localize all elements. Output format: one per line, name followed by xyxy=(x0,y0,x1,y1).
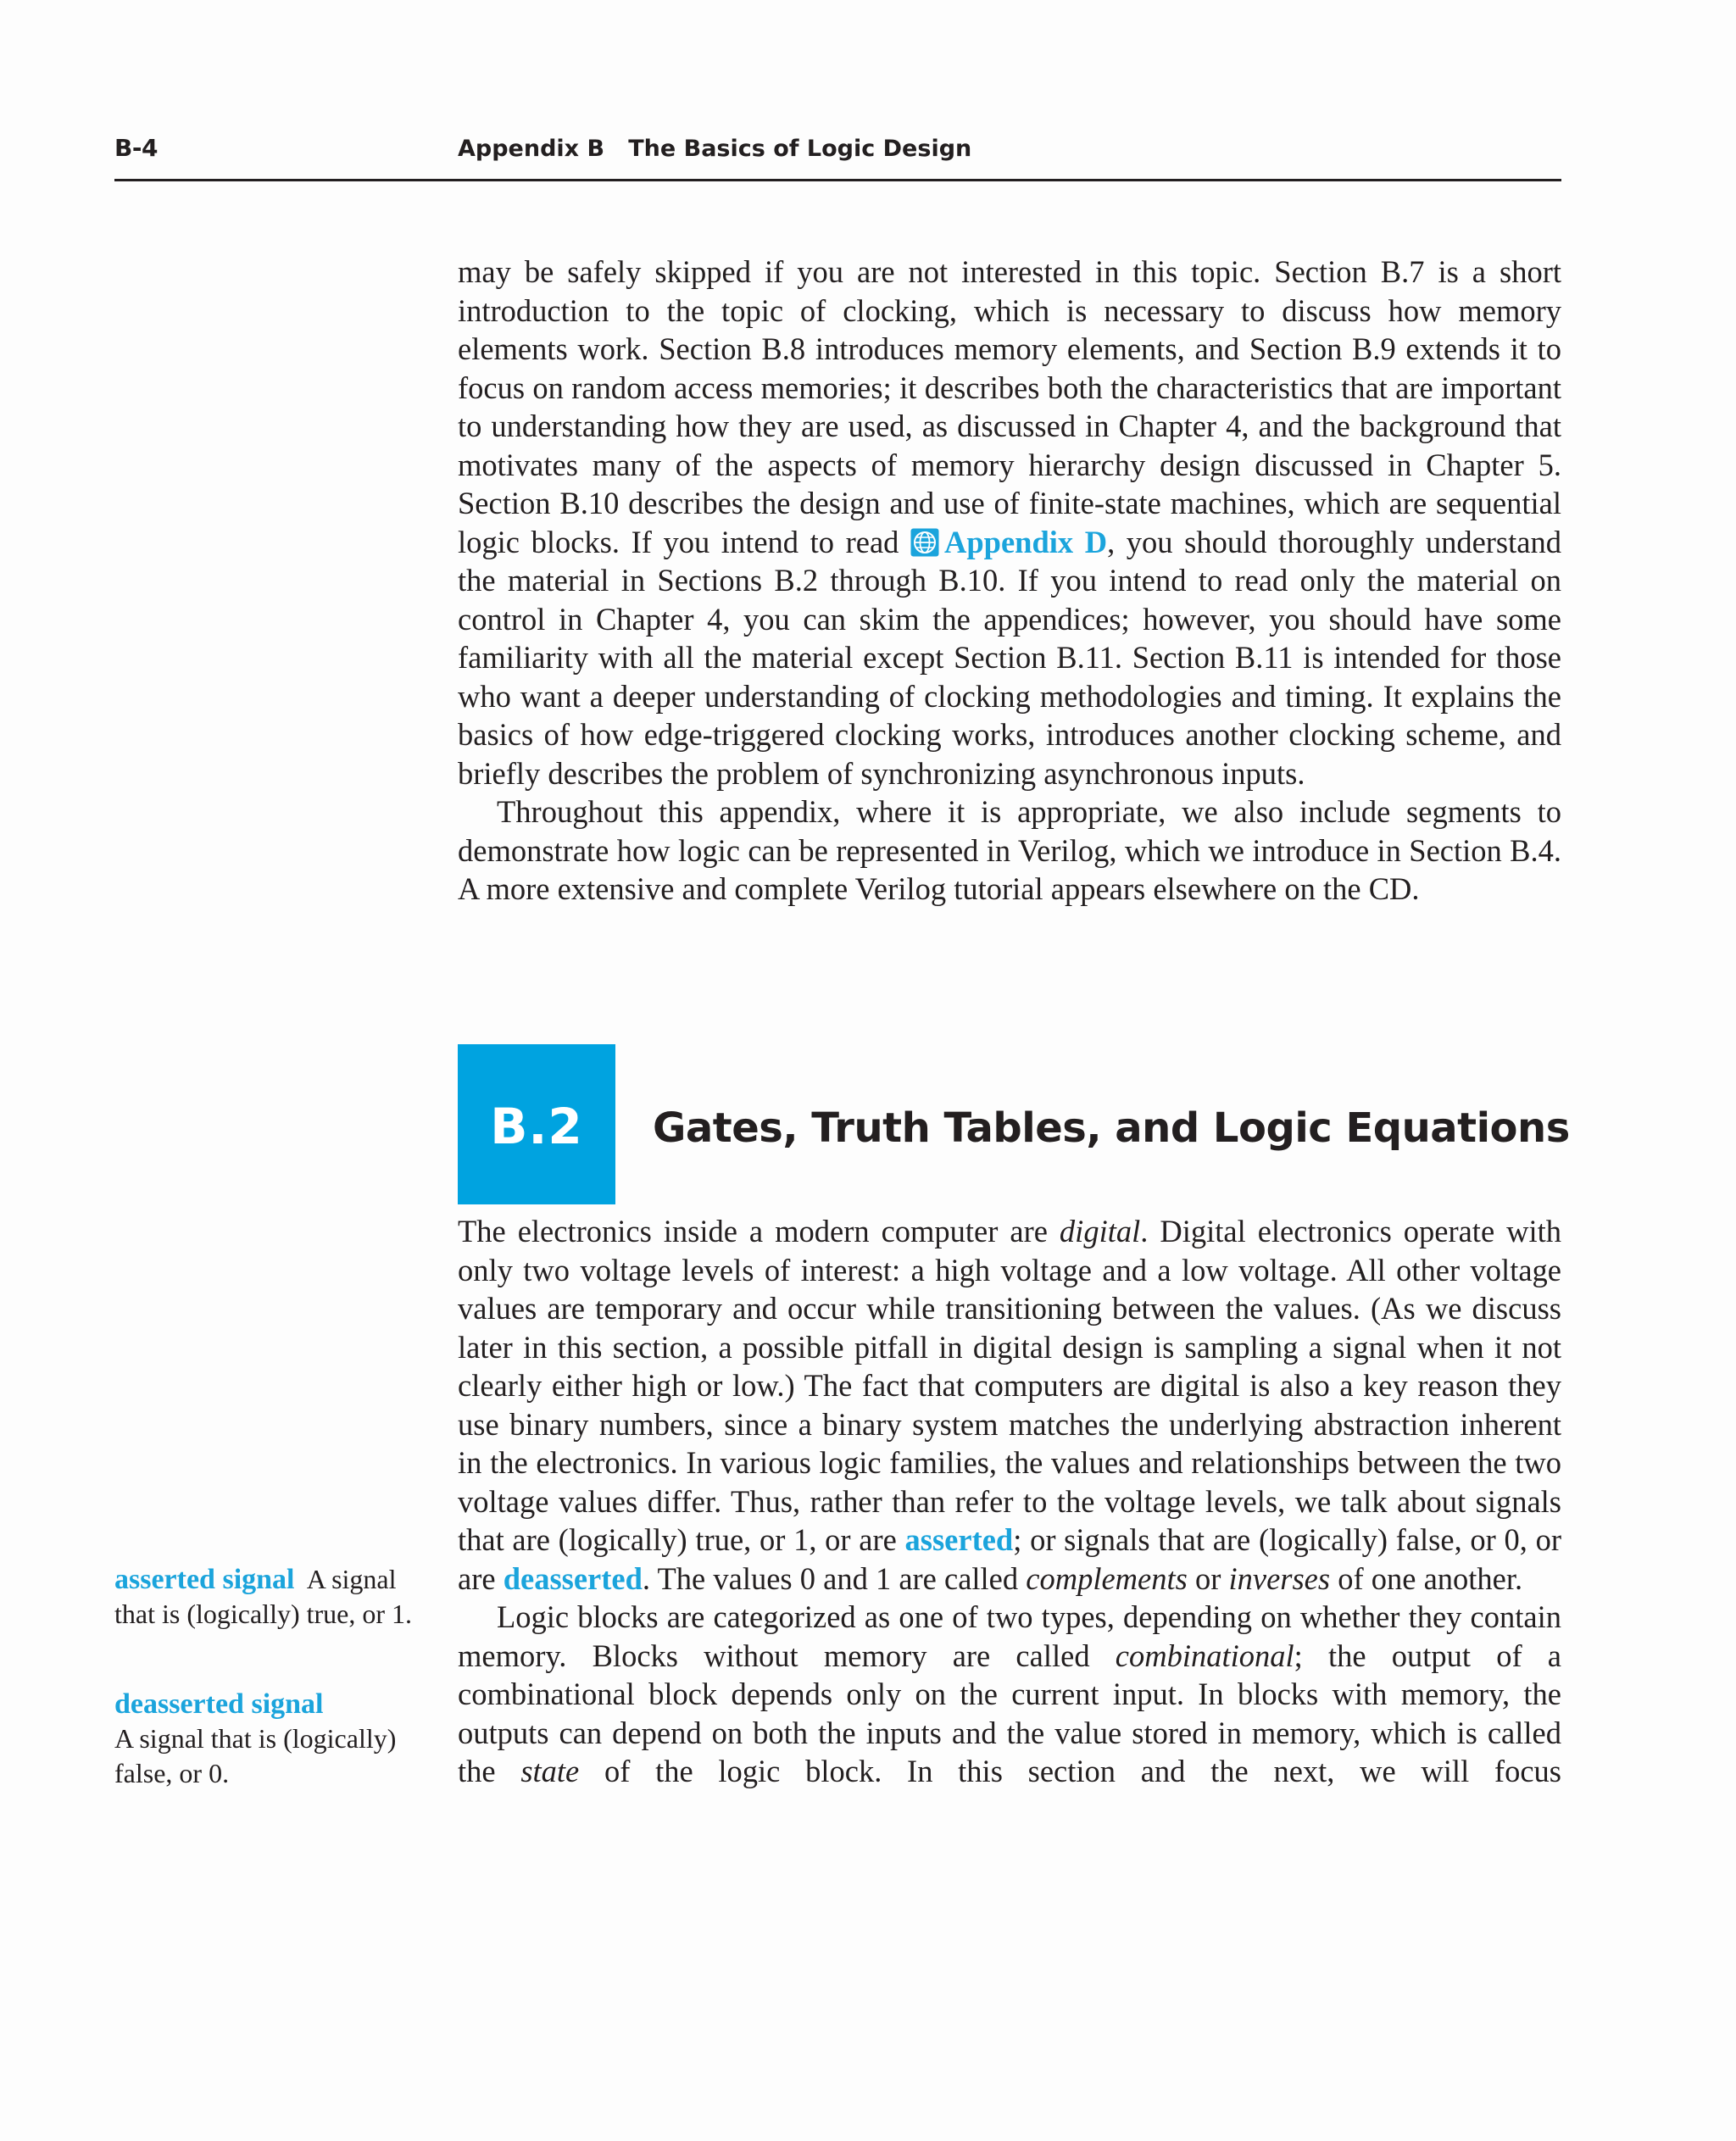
intro-p1-text-b: , you should thoroughly understand the material in Sections B.2 through B.10. If you intend to read only the material on control in Chapter 4, you can skim the appendices; however, you should have some familiarity with all the material except Section B.11. Section B.11 is intended for those who want a deeper understanding of clocking methodologies and timing. It explains the basics of how edge-triggered clocking works, introduces another clocking scheme, and briefly describes the problem of synchronizing asynchronous inputs. xyxy=(458,524,1561,791)
intro-p1-text-a: may be safely skipped if you are not interested in this topic. Section B.7 is a short introduction to the topic of clocking, which is necessary to discuss how memory elements work. Section B.8 introduces memory elements, and Section B.9 extends it to focus on random access memories; it describes both the characteristics that are important to understanding how they are used, as discussed in Chapter 4, and the background that motivates many of the aspects of memory hierarchy design discussed in Chapter 5. Section B.10 describes the design and use of finite-state machines, which are sequential logic blocks. If you intend to read xyxy=(458,254,1561,559)
body-p1-text-a: The electronics inside a modern computer are xyxy=(458,1214,1060,1248)
margin-note-term: deasserted signal xyxy=(114,1688,324,1720)
globe-icon xyxy=(910,528,939,557)
page-number: B-4 xyxy=(114,134,158,162)
section-number-box xyxy=(458,1044,615,1204)
body-paragraph-1 xyxy=(458,1212,1561,1598)
term-asserted: asserted xyxy=(904,1522,1014,1557)
section-number: B.2 xyxy=(490,1098,583,1155)
margin-note-asserted-signal xyxy=(114,1562,420,1632)
term-digital: digital xyxy=(1059,1214,1141,1248)
term-deasserted: deasserted xyxy=(503,1560,643,1596)
body-p1-text-b: . Digital electronics operate with only two voltage levels of interest: a high voltage and a low voltage. All other voltage values are temporary and occur while transitioning between the values. (As we discuss later in this section, a possible pitfall in digital design is sampling a signal when it not clearly either high or low.) The fact that computers are digital is also a key reason they use binary numbers, since a binary system matches the underlying abstraction inherent in the electronics. In various logic families, the values and relationships between the two voltage values differ. Thus, rather than refer to the voltage levels, we talk about signals that are (logically) true, or 1, or are xyxy=(458,1214,1562,1557)
running-header-title: Appendix B The Basics of Logic Design xyxy=(458,136,972,162)
margin-note-deasserted-signal xyxy=(114,1687,420,1791)
term-combinational: combinational xyxy=(1115,1638,1294,1673)
intro-text xyxy=(458,253,1561,909)
body-p1-text-e: or xyxy=(1187,1560,1229,1596)
section-body xyxy=(458,1212,1561,1791)
appendix-d-link[interactable] xyxy=(910,525,1107,559)
body-p1-text-c: ; or signals that are (logically) false, or 0, or are xyxy=(458,1522,1561,1596)
appendix-d-link-label: Appendix D xyxy=(943,524,1108,559)
section-title: Gates, Truth Tables, and Logic Equations xyxy=(653,1104,1570,1152)
body-p2-text-a: Logic blocks are categorized as one of two types, depending on whether they contain memory. Blocks without memory are called xyxy=(458,1599,1561,1673)
margin-note-definition: A signal that is (logically) false, or 0. xyxy=(114,1723,397,1788)
body-p1-text-d: . The values 0 and 1 are called xyxy=(642,1560,1027,1596)
intro-paragraph-2: Throughout this appendix, where it is appropriate, we also include segments to demonstrate how logic can be represented in Verilog, which we introduce in Section B.4. A more extensive and complete Verilog tutorial appears elsewhere on the CD. xyxy=(458,794,1561,906)
term-state: state xyxy=(520,1754,580,1788)
margin-note-definition: A signal that is (logically) true, or 1. xyxy=(114,1564,413,1629)
term-complements: complements xyxy=(1026,1560,1188,1596)
margin-note-term: asserted signal xyxy=(114,1564,295,1595)
body-p2-text-c: of the logic block. In this section and the next, we will focus xyxy=(579,1754,1561,1788)
term-inverses: inverses xyxy=(1228,1560,1331,1596)
body-p1-text-f: of one another. xyxy=(1330,1560,1523,1596)
body-p2-text-b: ; the output of a combinational block depends only on the current input. In blocks with memory, the outputs can depend on both the inputs and the value stored in memory, which is called the xyxy=(458,1638,1562,1788)
intro-paragraph-1 xyxy=(458,253,1561,792)
body-paragraph-2 xyxy=(458,1598,1561,1791)
header-rule xyxy=(114,179,1561,181)
